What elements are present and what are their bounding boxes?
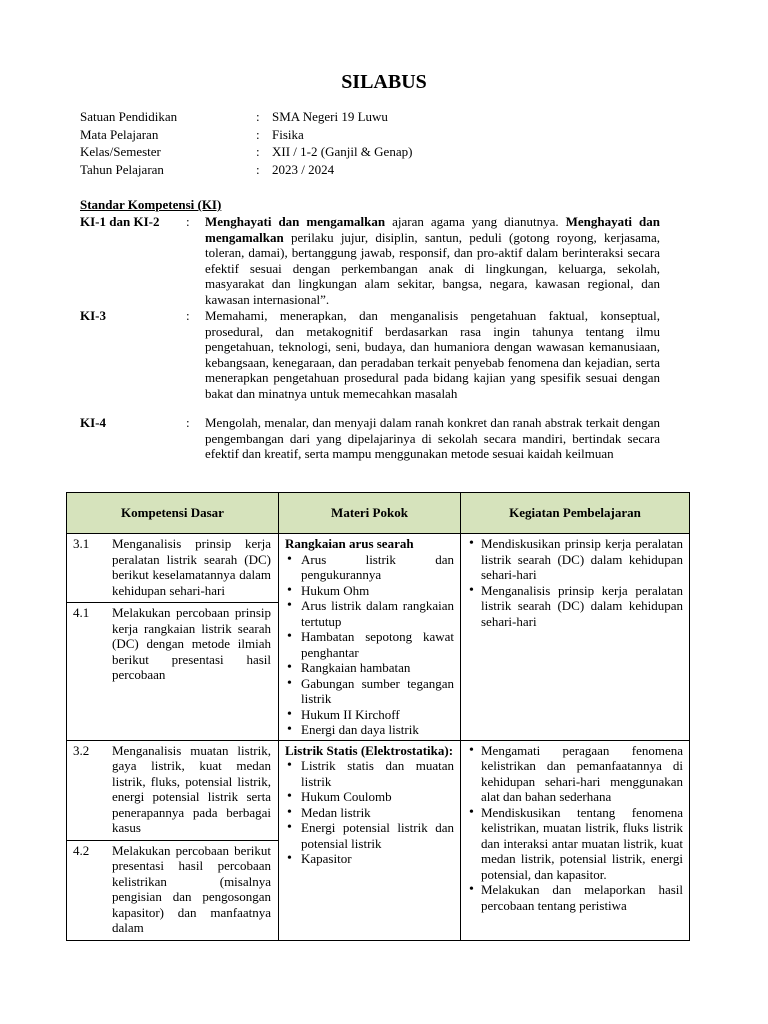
- kd-cell: [67, 740, 279, 940]
- table-row: [67, 740, 690, 940]
- list-item: • Mendiskusikan prinsip kerja peralatan listrik searah (DC) dalam kehidupan sehari-hari: [467, 536, 683, 583]
- list-item: • Hukum Ohm: [285, 583, 454, 599]
- table-row: [67, 534, 690, 741]
- list-item: • Melakukan dan melaporkan hasil percobaan tentang peristiwa: [467, 882, 683, 913]
- list-item: • Hukum II Kirchoff: [285, 707, 454, 723]
- header-materi-pokok: Materi Pokok: [279, 493, 461, 534]
- syllabus-table: [66, 492, 690, 941]
- materi-title: Listrik Statis (Elektrostatika):: [285, 742, 454, 758]
- kegiatan-cell: [461, 740, 690, 940]
- kegiatan-cell: [461, 534, 690, 741]
- kd-item: [67, 534, 278, 602]
- kegiatan-list: [467, 743, 683, 914]
- list-item: • Medan listrik: [285, 805, 454, 821]
- info-label: Tahun Pelajaran: [80, 161, 164, 177]
- kd-cell: [67, 534, 279, 741]
- materi-cell: [279, 534, 461, 741]
- ki-colon: :: [186, 308, 190, 323]
- identity-block: [80, 109, 412, 179]
- materi-list: [285, 552, 454, 738]
- kd-text: Menganalisis muatan listrik, gaya listrik, kuat medan listrik, fluks, potensial listrik, energi potensial listrik serta penerapannya pada berbagai kasus: [112, 742, 271, 835]
- info-row-kelas: [80, 144, 412, 162]
- ki-text: [205, 214, 660, 307]
- info-row-tahun: [80, 162, 412, 180]
- info-row-mapel: [80, 127, 412, 145]
- list-item: • Mengamati peragaan fenomena kelistrikan dan pemanfaatannya di kehidupan sehari-hari menggunakan alat dan bahan sederhana: [467, 743, 683, 805]
- ki-heading: Standar Kompetensi (KI): [80, 197, 222, 212]
- info-colon: :: [256, 144, 260, 159]
- info-value: 2023 / 2024: [272, 161, 335, 177]
- ki-label: KI-3: [80, 308, 106, 323]
- kd-text: Melakukan percobaan prinsip kerja rangkaian listrik searah (DC) dengan metode ilmiah berikut presentasi hasil percobaan: [112, 605, 271, 682]
- kd-text: Menganalisis prinsip kerja peralatan listrik searah (DC) berikut keselamatannya dalam kehidupan sehari-hari: [112, 536, 271, 598]
- info-label: Kelas/Semester: [80, 144, 161, 159]
- ki-colon: :: [186, 415, 190, 430]
- list-item: • Mendiskusikan tentang fenomena kelistrikan, muatan listrik, fluks listrik dan interaksi antar muatan listrik, kuat medan listrik, potensial listrik, energi potensial, dan kapasitor.: [467, 805, 683, 883]
- info-value: SMA Negeri 19 Luwu: [272, 109, 388, 124]
- info-colon: :: [256, 126, 260, 142]
- ki-bold-phrase: Menghayati dan mengamalkan: [205, 214, 660, 245]
- kd-item: [67, 602, 278, 687]
- ki-colon: :: [186, 214, 190, 229]
- ki-text-part: perilaku jujur, disiplin, santun, peduli (gotong royong, kerjasama, toleran, damai), bertanggung jawab, responsif, dan pro-aktif dalam berinteraksi secara efektif sesuai dengan perkembangan anak di lingkungan, keluarga, sekolah, masyarakat dan lingkungan alam sekitar, bangsa, negara, kawasan regional, dan kawasan internasional”.: [205, 229, 660, 307]
- info-value: Fisika: [272, 126, 304, 142]
- list-item: • Energi dan daya listrik: [285, 722, 454, 738]
- kd-number: 4.1: [73, 605, 90, 620]
- info-row-satuan: [80, 109, 412, 127]
- header-kompetensi-dasar: Kompetensi Dasar: [67, 493, 279, 534]
- kegiatan-list: [467, 536, 683, 629]
- list-item: • Gabungan sumber tegangan listrik: [285, 676, 454, 707]
- list-item: • Hambatan sepotong kawat penghantar: [285, 629, 454, 660]
- list-item: • Listrik statis dan muatan listrik: [285, 758, 454, 789]
- ki-label: KI-1 dan KI-2: [80, 214, 160, 229]
- header-kegiatan-pembelajaran: Kegiatan Pembelajaran: [461, 493, 690, 534]
- kd-item: [67, 741, 278, 840]
- info-colon: :: [256, 109, 260, 124]
- ki-bold-phrase: Menghayati dan mengamalkan: [205, 214, 386, 229]
- info-label: Mata Pelajaran: [80, 126, 159, 142]
- list-item: • Rangkaian hambatan: [285, 660, 454, 676]
- ki-text: Memahami, menerapkan, dan menganalisis pengetahuan faktual, konseptual, prosedural, dan metakognitif berdasarkan rasa ingin tahunya tentang ilmu pengetahuan, teknologi, seni, budaya, dan humaniora dengan wawasan kemanusiaan, kebangsaan, kenegaraan, dan peradaban terkait penyebab fenomena dan kejadian, serta menerapkan pengetahuan prosedural pada bidang kajian yang spesifik sesuai dengan bakat dan minatnya untuk memecahkan masalah: [205, 308, 660, 401]
- list-item: • Energi potensial listrik dan potensial listrik: [285, 820, 454, 851]
- list-item: • Hukum Coulomb: [285, 789, 454, 805]
- materi-list: [285, 758, 454, 867]
- kd-number: 3.1: [73, 536, 90, 551]
- ki-text-part: ajaran agama yang dianutnya.: [385, 214, 566, 229]
- kd-number: 4.2: [73, 842, 90, 858]
- materi-cell: [279, 740, 461, 940]
- materi-title: Rangkaian arus searah: [285, 536, 414, 551]
- info-label: Satuan Pendidikan: [80, 109, 178, 124]
- kd-text: Melakukan percobaan berikut presentasi hasil percobaan kelistrikan (misalnya pengisian dan pengosongan kapasitor) dan manfaatnya dalam: [112, 842, 271, 935]
- kd-number: 3.2: [73, 742, 90, 758]
- table-header-row: [67, 493, 690, 534]
- list-item: • Menganalisis prinsip kerja peralatan listrik searah (DC) dalam kehidupan sehari-hari: [467, 583, 683, 630]
- info-colon: :: [256, 161, 260, 177]
- kd-item: [67, 840, 278, 940]
- list-item: • Arus listrik dalam rangkaian tertutup: [285, 598, 454, 629]
- ki-text: Mengolah, menalar, dan menyaji dalam ranah konkret dan ranah abstrak terkait dengan pengembangan dari yang dipelajarinya di sekolah secara mandiri, bertindak secara efektif dan kreatif, serta mampu menggunakan metode sesuai kaidah keilmuan: [205, 415, 660, 461]
- list-item: • Kapasitor: [285, 851, 454, 867]
- page-title: SILABUS: [341, 71, 427, 93]
- list-item: • Arus listrik dan pengukurannya: [285, 552, 454, 583]
- ki-label: KI-4: [80, 415, 106, 430]
- info-value: XII / 1-2 (Ganjil & Genap): [272, 144, 413, 159]
